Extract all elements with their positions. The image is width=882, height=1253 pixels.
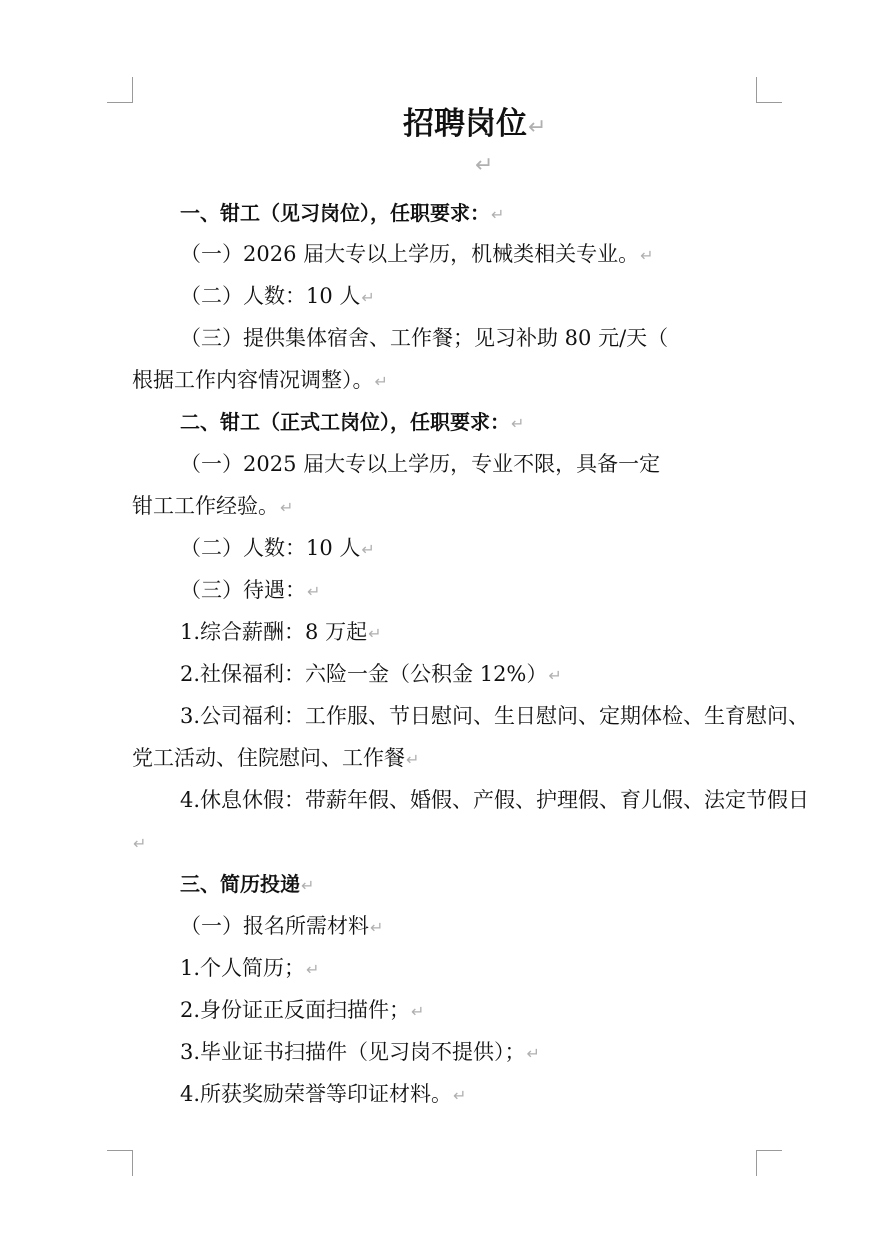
paragraph: 2.身份证正反面扫描件； ↵ (180, 995, 424, 1027)
crop-mark-top-left (107, 77, 133, 103)
paragraph: 4.所获奖励荣誉等印证材料。 ↵ (180, 1079, 466, 1111)
paragraph-mark-icon (640, 246, 653, 265)
paragraph-mark-icon (370, 918, 383, 937)
crop-mark-top-right (756, 77, 782, 103)
paragraph: 1.个人简历； ↵ (180, 953, 319, 985)
paragraph-mark-icon (491, 205, 504, 224)
crop-mark-bottom-left (107, 1150, 133, 1176)
paragraph-mark-icon (406, 750, 419, 769)
paragraph-mark-icon (361, 288, 374, 307)
paragraph-line-1: （三）提供集体宿舍、工作餐；见习补助 80 元/天（ (180, 326, 669, 350)
paragraph: 2.社保福利：六险一金（公积金 12%） ↵ (180, 659, 562, 691)
paragraph-line-1: 4.休息休假：带薪年假、婚假、产假、护理假、育儿假、法定节假日 (180, 788, 810, 812)
paragraph-mark-icon (133, 834, 146, 853)
paragraph-line-2: 党工活动、住院慰问、工作餐 ↵ (132, 743, 419, 775)
paragraph-mark-icon (301, 876, 314, 895)
paragraph: （一）2026 届大专以上学历，机械类相关专业。 ↵ (180, 239, 654, 271)
paragraph-mark-icon (453, 1086, 466, 1105)
paragraph: 3.毕业证书扫描件（见习岗不提供）； ↵ (180, 1037, 540, 1069)
paragraph-mark-icon (511, 414, 524, 433)
paragraph: （二）人数：10 人 ↵ (180, 281, 375, 313)
paragraph-line-2: 根据工作内容情况调整）。 ↵ (132, 365, 388, 397)
paragraph: 1.综合薪酬：8 万起 ↵ (180, 617, 381, 649)
paragraph-mark-icon (368, 624, 381, 643)
paragraph-mark-icon (527, 1044, 540, 1063)
page-title: 招聘岗位 ↵ (403, 104, 546, 148)
paragraph-mark-icon (475, 153, 493, 178)
paragraph-mark-icon (411, 1002, 424, 1021)
crop-mark-bottom-right (756, 1150, 782, 1176)
section-heading-3: 三、简历投递 ↵ (180, 869, 314, 901)
paragraph-mark-icon (280, 498, 293, 517)
paragraph-mark-icon (361, 540, 374, 559)
section-heading-1: 一、钳工（见习岗位），任职要求： ↵ (180, 198, 504, 230)
paragraph-mark-icon (375, 372, 388, 391)
paragraph: （二）人数：10 人 ↵ (180, 533, 375, 565)
paragraph-line-2 (132, 827, 146, 859)
paragraph: （三）待遇： ↵ (180, 575, 320, 607)
paragraph-mark-icon (548, 666, 561, 685)
paragraph-line-1: （一）2025 届大专以上学历，专业不限，具备一定 (180, 452, 661, 476)
paragraph-line-2: 钳工工作经验。 ↵ (132, 491, 293, 523)
paragraph-mark-icon (528, 115, 546, 140)
paragraph-line-1: 3.公司福利：工作服、节日慰问、生日慰问、定期体检、生育慰问、 (180, 704, 810, 728)
section-heading-2: 二、钳工（正式工岗位），任职要求： ↵ (180, 407, 524, 439)
paragraph-mark-icon (306, 960, 319, 979)
paragraph-mark-icon (307, 582, 320, 601)
paragraph: （一）报名所需材料 ↵ (180, 911, 383, 943)
empty-paragraph (474, 150, 493, 181)
